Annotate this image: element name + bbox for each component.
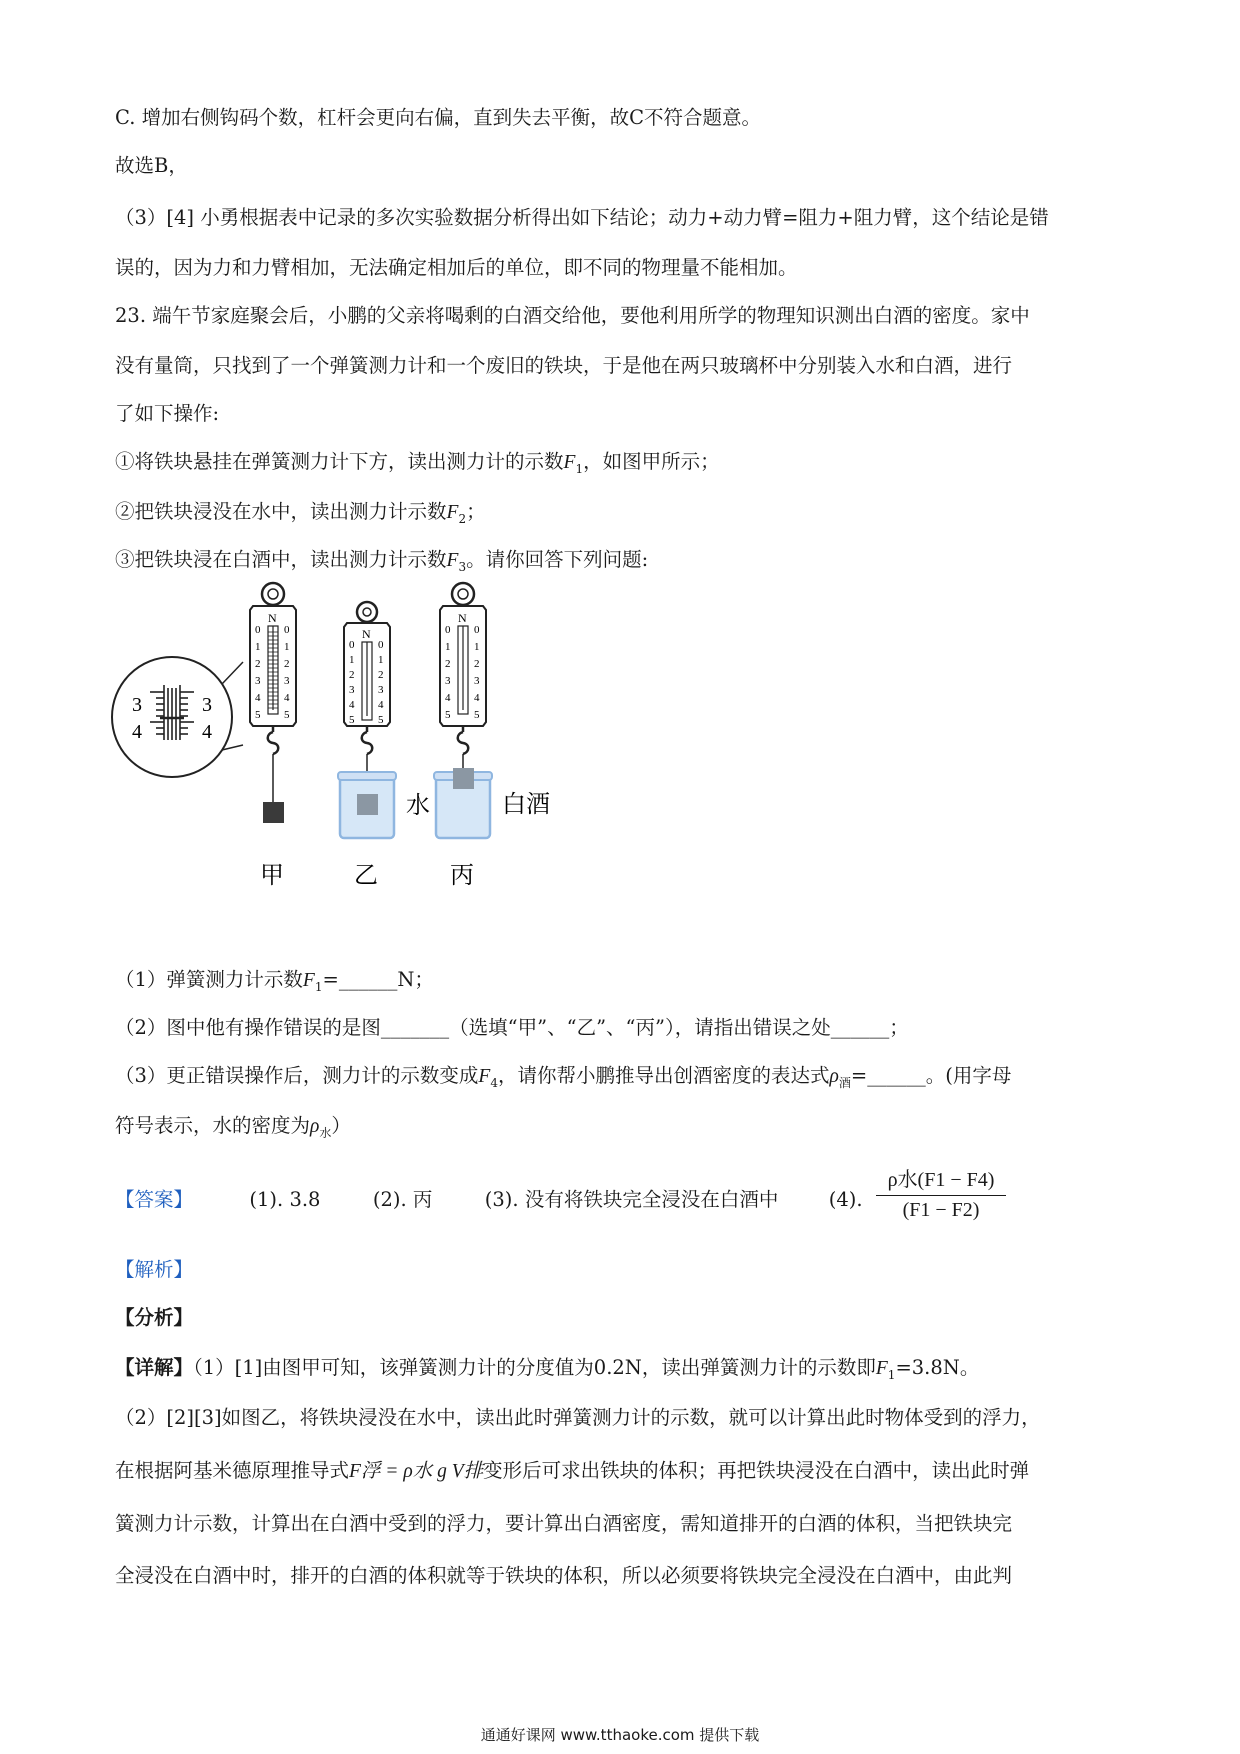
svg-text:0: 0 <box>349 639 355 651</box>
spring-scale-yi <box>338 602 430 889</box>
detail-line-3: 在根据阿基米德原理推导式F浮 = ρ水 g V排变形后可求出铁块的体积；再把铁块浸没在白酒中，读出此时弹 <box>115 1459 1030 1482</box>
svg-text:4: 4 <box>284 692 290 704</box>
svg-text:1: 1 <box>255 641 261 653</box>
iron-block <box>357 794 378 815</box>
answer-formula <box>876 1163 1006 1222</box>
svg-text:5: 5 <box>378 714 384 726</box>
question-1: （1）弹簧测力计示数$F_1=\_\_\_\_\_\_N$； <box>115 968 434 994</box>
svg-text:3: 3 <box>474 675 480 687</box>
footer: 通通好课网 www.tthaoke.com 提供下载 <box>480 1726 760 1744</box>
svg-text:1: 1 <box>445 641 451 653</box>
svg-text:3: 3 <box>255 675 261 687</box>
svg-text:4: 4 <box>255 692 261 704</box>
zoom-tick-3-left: 3 <box>132 694 142 716</box>
svg-text:2: 2 <box>255 658 261 670</box>
zoom-tick-4-left: 4 <box>132 721 142 743</box>
detail-line-5: 全浸没在白酒中时，排开的白酒的体积就等于铁块的体积，所以必须要将铁块完全浸没在白酒中，由此判 <box>115 1564 1013 1587</box>
svg-text:2: 2 <box>284 658 290 670</box>
paragraph-conclusion-line2: 误的，因为力和力臂相加，无法确定相加后的单位，即不同的物理量不能相加。 <box>115 256 798 279</box>
svg-text:N: N <box>458 611 467 625</box>
svg-text:3: 3 <box>445 675 451 687</box>
figure-label-bing: 丙 <box>450 861 474 889</box>
svg-text:1: 1 <box>474 641 480 653</box>
figure-label-yi: 乙 <box>354 861 378 889</box>
question-2: （2）图中他有操作错误的是图_______（选填“甲”、“乙”、“丙”），请指出错误之处______； <box>115 1016 909 1039</box>
svg-text:0: 0 <box>284 624 290 636</box>
svg-text:3: 3 <box>349 684 355 696</box>
question-23-line2: 没有量筒，只找到了一个弹簧测力计和一个废旧的铁块，于是他在两只玻璃杯中分别装入水和白酒，进行 <box>115 354 1013 377</box>
question-3-line1: （3）更正错误操作后，测力计的示数变成$F_4$，请你帮小鹏推导出创酒密度的表达式$\rho_酒=\_\_\_\_\_\_$。(用字母 <box>115 1064 1012 1090</box>
answer-line <box>115 1186 863 1214</box>
answer-tag: 【答案】 <box>115 1188 194 1211</box>
svg-text:1: 1 <box>349 654 355 666</box>
svg-text:5: 5 <box>255 709 261 721</box>
svg-text:3: 3 <box>378 684 384 696</box>
step-1: ①将铁块悬挂在弹簧测力计下方，读出测力计的示数$F_1$，如图甲所示； <box>115 450 720 476</box>
buoyancy-formula: F浮 = ρ水 g V排 <box>349 1461 484 1482</box>
svg-text:2: 2 <box>474 658 480 670</box>
svg-text:N: N <box>362 627 371 641</box>
svg-text:4: 4 <box>378 699 384 711</box>
iron-block <box>263 802 284 823</box>
step-2: ②把铁块浸没在水中，读出测力计示数$F_2$； <box>115 500 486 526</box>
question-23-line1: 23. 端午节家庭聚会后，小鹏的父亲将喝剩的白酒交给他，要他利用所学的物理知识测出白酒的密度。家中 <box>115 304 1030 327</box>
detail-line-1: 【详解】（1）[1]由图甲可知，该弹簧测力计的分度值为0.2N，读出弹簧测力计的示数即$F_1=3.8N$。 <box>115 1356 980 1382</box>
detail-line-2: （2）[2][3]如图乙，将铁块浸没在水中，读出此时弹簧测力计的示数，就可以计算出此时物体受到的浮力， <box>115 1406 1041 1429</box>
svg-text:4: 4 <box>474 692 480 704</box>
svg-text:0: 0 <box>255 624 261 636</box>
svg-text:2: 2 <box>349 669 355 681</box>
svg-text:2: 2 <box>378 669 384 681</box>
step-3: ③把铁块浸在白酒中，读出测力计示数$F_3$。请你回答下列问题: <box>115 548 649 574</box>
zoom-detail-circle <box>112 657 243 777</box>
spring-scale-figure <box>110 580 590 900</box>
formula-numerator: ρ水(F1 − F4) <box>876 1163 1006 1196</box>
paragraph-option-c: C. 增加右侧钩码个数，杠杆会更向右偏，直到失去平衡，故C不符合题意。 <box>115 106 762 129</box>
svg-text:1: 1 <box>378 654 384 666</box>
analysis-tag: 【解析】 <box>115 1258 194 1281</box>
svg-text:0: 0 <box>378 639 384 651</box>
svg-text:5: 5 <box>474 709 480 721</box>
figure-label-jia: 甲 <box>260 861 284 889</box>
zoom-scale-marks <box>150 685 194 740</box>
liquid-label-water: 水 <box>406 791 430 819</box>
formula-denominator: (F1 − F2) <box>902 1199 980 1221</box>
paragraph-choice: 故选B， <box>115 154 188 177</box>
answer-2: (2). 丙 <box>372 1188 433 1211</box>
question-23-line3: 了如下操作: <box>115 402 220 425</box>
spring-scale-jia <box>250 583 296 889</box>
zoom-tick-3-right: 3 <box>202 694 212 716</box>
answer-3: (3). 没有将铁块完全浸没在白酒中 <box>484 1188 779 1211</box>
paragraph-conclusion-line1: （3）[4] 小勇根据表中记录的多次实验数据分析得出如下结论；动力+动力臂=阻力+阻力臂，这个结论是错 <box>115 206 1049 229</box>
svg-text:3: 3 <box>284 675 290 687</box>
svg-text:5: 5 <box>284 709 290 721</box>
zoom-tick-4-right: 4 <box>202 721 212 743</box>
svg-text:4: 4 <box>349 699 355 711</box>
svg-text:1: 1 <box>284 641 290 653</box>
spring-scale-bing <box>434 583 550 889</box>
fenxi-tag: 【分析】 <box>115 1306 194 1329</box>
liquid-label-liquor: 白酒 <box>502 790 550 818</box>
svg-text:5: 5 <box>349 714 355 726</box>
svg-text:2: 2 <box>445 658 451 670</box>
question-3-line2: 符号表示，水的密度为$\rho_水$） <box>115 1114 351 1140</box>
svg-text:5: 5 <box>445 709 451 721</box>
svg-text:0: 0 <box>445 624 451 636</box>
iron-block <box>453 768 474 789</box>
detail-line-4: 簧测力计示数，计算出在白酒中受到的浮力，要计算出白酒密度，需知道排开的白酒的体积，当把铁块完 <box>115 1512 1013 1535</box>
svg-text:0: 0 <box>474 624 480 636</box>
svg-text:4: 4 <box>445 692 451 704</box>
answer-4: (4). <box>828 1188 863 1211</box>
unit-label: N <box>268 611 277 625</box>
answer-1: (1). 3.8 <box>249 1188 321 1211</box>
